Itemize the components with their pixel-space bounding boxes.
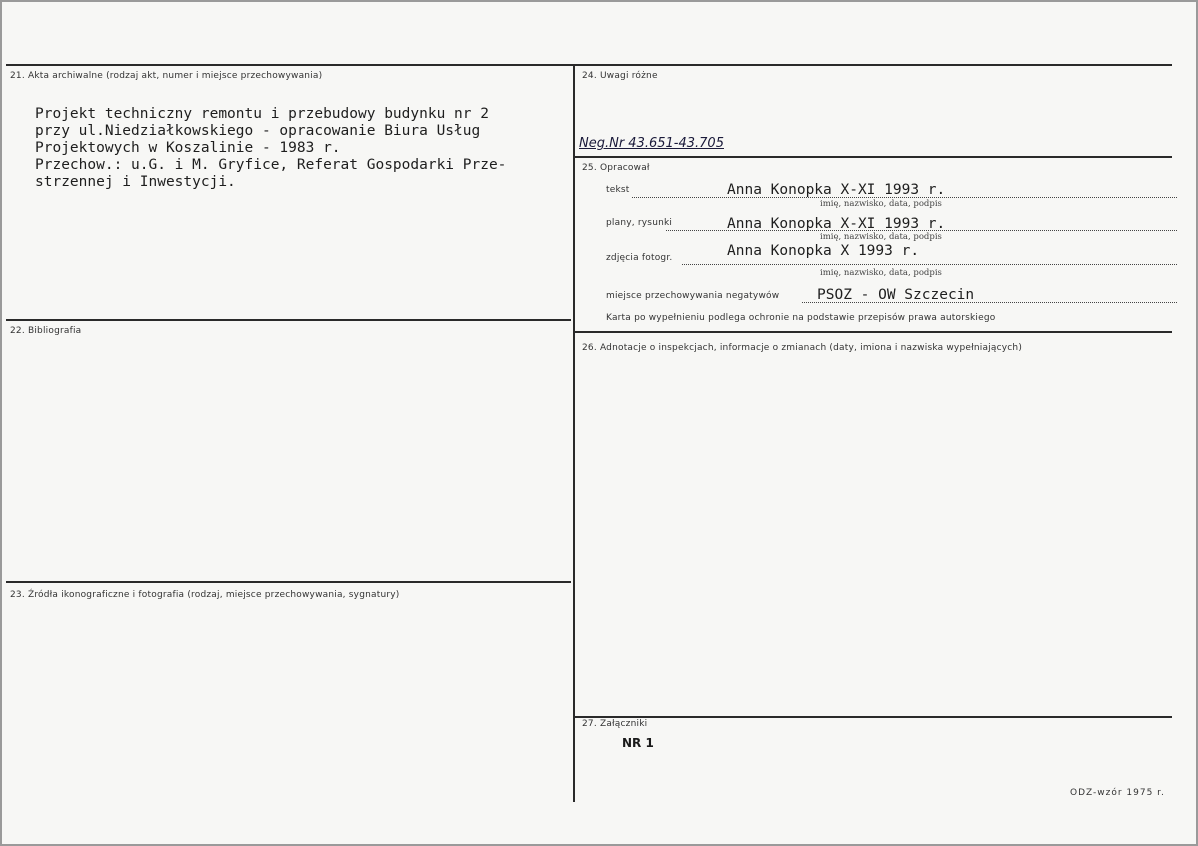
iconographic-label: 23. Źródła ikonograficzne i fotografia (rodzaj, miejsce przechowywania, sygnatury) — [10, 590, 400, 600]
rule-prepared-bottom — [575, 331, 1172, 333]
archival-line: Projekt techniczny remontu i przebudowy budynku nr 2 — [35, 106, 489, 122]
plans-author-label: plany, rysunki — [606, 218, 673, 228]
text-author-label: tekst — [606, 185, 630, 195]
plans-author-caption: imię, nazwisko, data, podpis — [820, 232, 942, 242]
negative-number-handwritten: Neg.Nr 43.651-43.705 — [579, 136, 724, 151]
rule-annotations-bottom — [575, 716, 1172, 718]
prepared-label: 25. Opracował — [582, 163, 650, 173]
bibliography-label: 22. Bibliografia — [10, 326, 82, 336]
archival-label: 21. Akta archiwalne (rodzaj akt, numer i miejsce przechowywania) — [10, 71, 323, 81]
archival-line: Projektowych w Koszalinie - 1983 r. — [35, 140, 341, 156]
photos-author-label: zdjęcia fotogr. — [606, 253, 673, 263]
plans-author-value: Anna Konopka X-XI 1993 r. — [727, 216, 946, 232]
text-author-caption: imię, nazwisko, data, podpis — [820, 199, 942, 209]
archival-line: Przechow.: u.G. i M. Gryfice, Referat Gospodarki Prze- — [35, 157, 507, 173]
form-id: ODZ-wzór 1975 r. — [1070, 788, 1165, 798]
photos-author-value: Anna Konopka X 1993 r. — [727, 243, 920, 259]
negatives-value: PSOZ - OW Szczecin — [817, 287, 975, 303]
photos-author-line — [682, 264, 1177, 265]
archival-line: strzennej i Inwestycji. — [35, 174, 236, 190]
attachments-value: NR 1 — [622, 736, 654, 750]
remarks-label: 24. Uwagi różne — [582, 71, 658, 81]
rule-bibliography-bottom — [6, 581, 571, 583]
attachments-label: 27. Załączniki — [582, 719, 648, 729]
archival-line: przy ul.Niedziałkowskiego - opracowanie Biura Usług — [35, 123, 481, 139]
top-rule — [6, 64, 1172, 66]
column-divider — [573, 64, 575, 802]
text-author-value: Anna Konopka X-XI 1993 r. — [727, 182, 946, 198]
rule-remarks-bottom — [575, 156, 1172, 158]
rule-archival-bottom — [6, 319, 571, 321]
archival-text — [35, 106, 506, 191]
copyright-note: Karta po wypełnieniu podlega ochronie na podstawie przepisów prawa autorskiego — [606, 313, 996, 323]
photos-author-caption: imię, nazwisko, data, podpis — [820, 268, 942, 278]
annotations-label: 26. Adnotacje o inspekcjach, informacje o zmianach (daty, imiona i nazwiska wypełniających) — [582, 343, 1023, 353]
negatives-label: miejsce przechowywania negatywów — [606, 291, 780, 301]
